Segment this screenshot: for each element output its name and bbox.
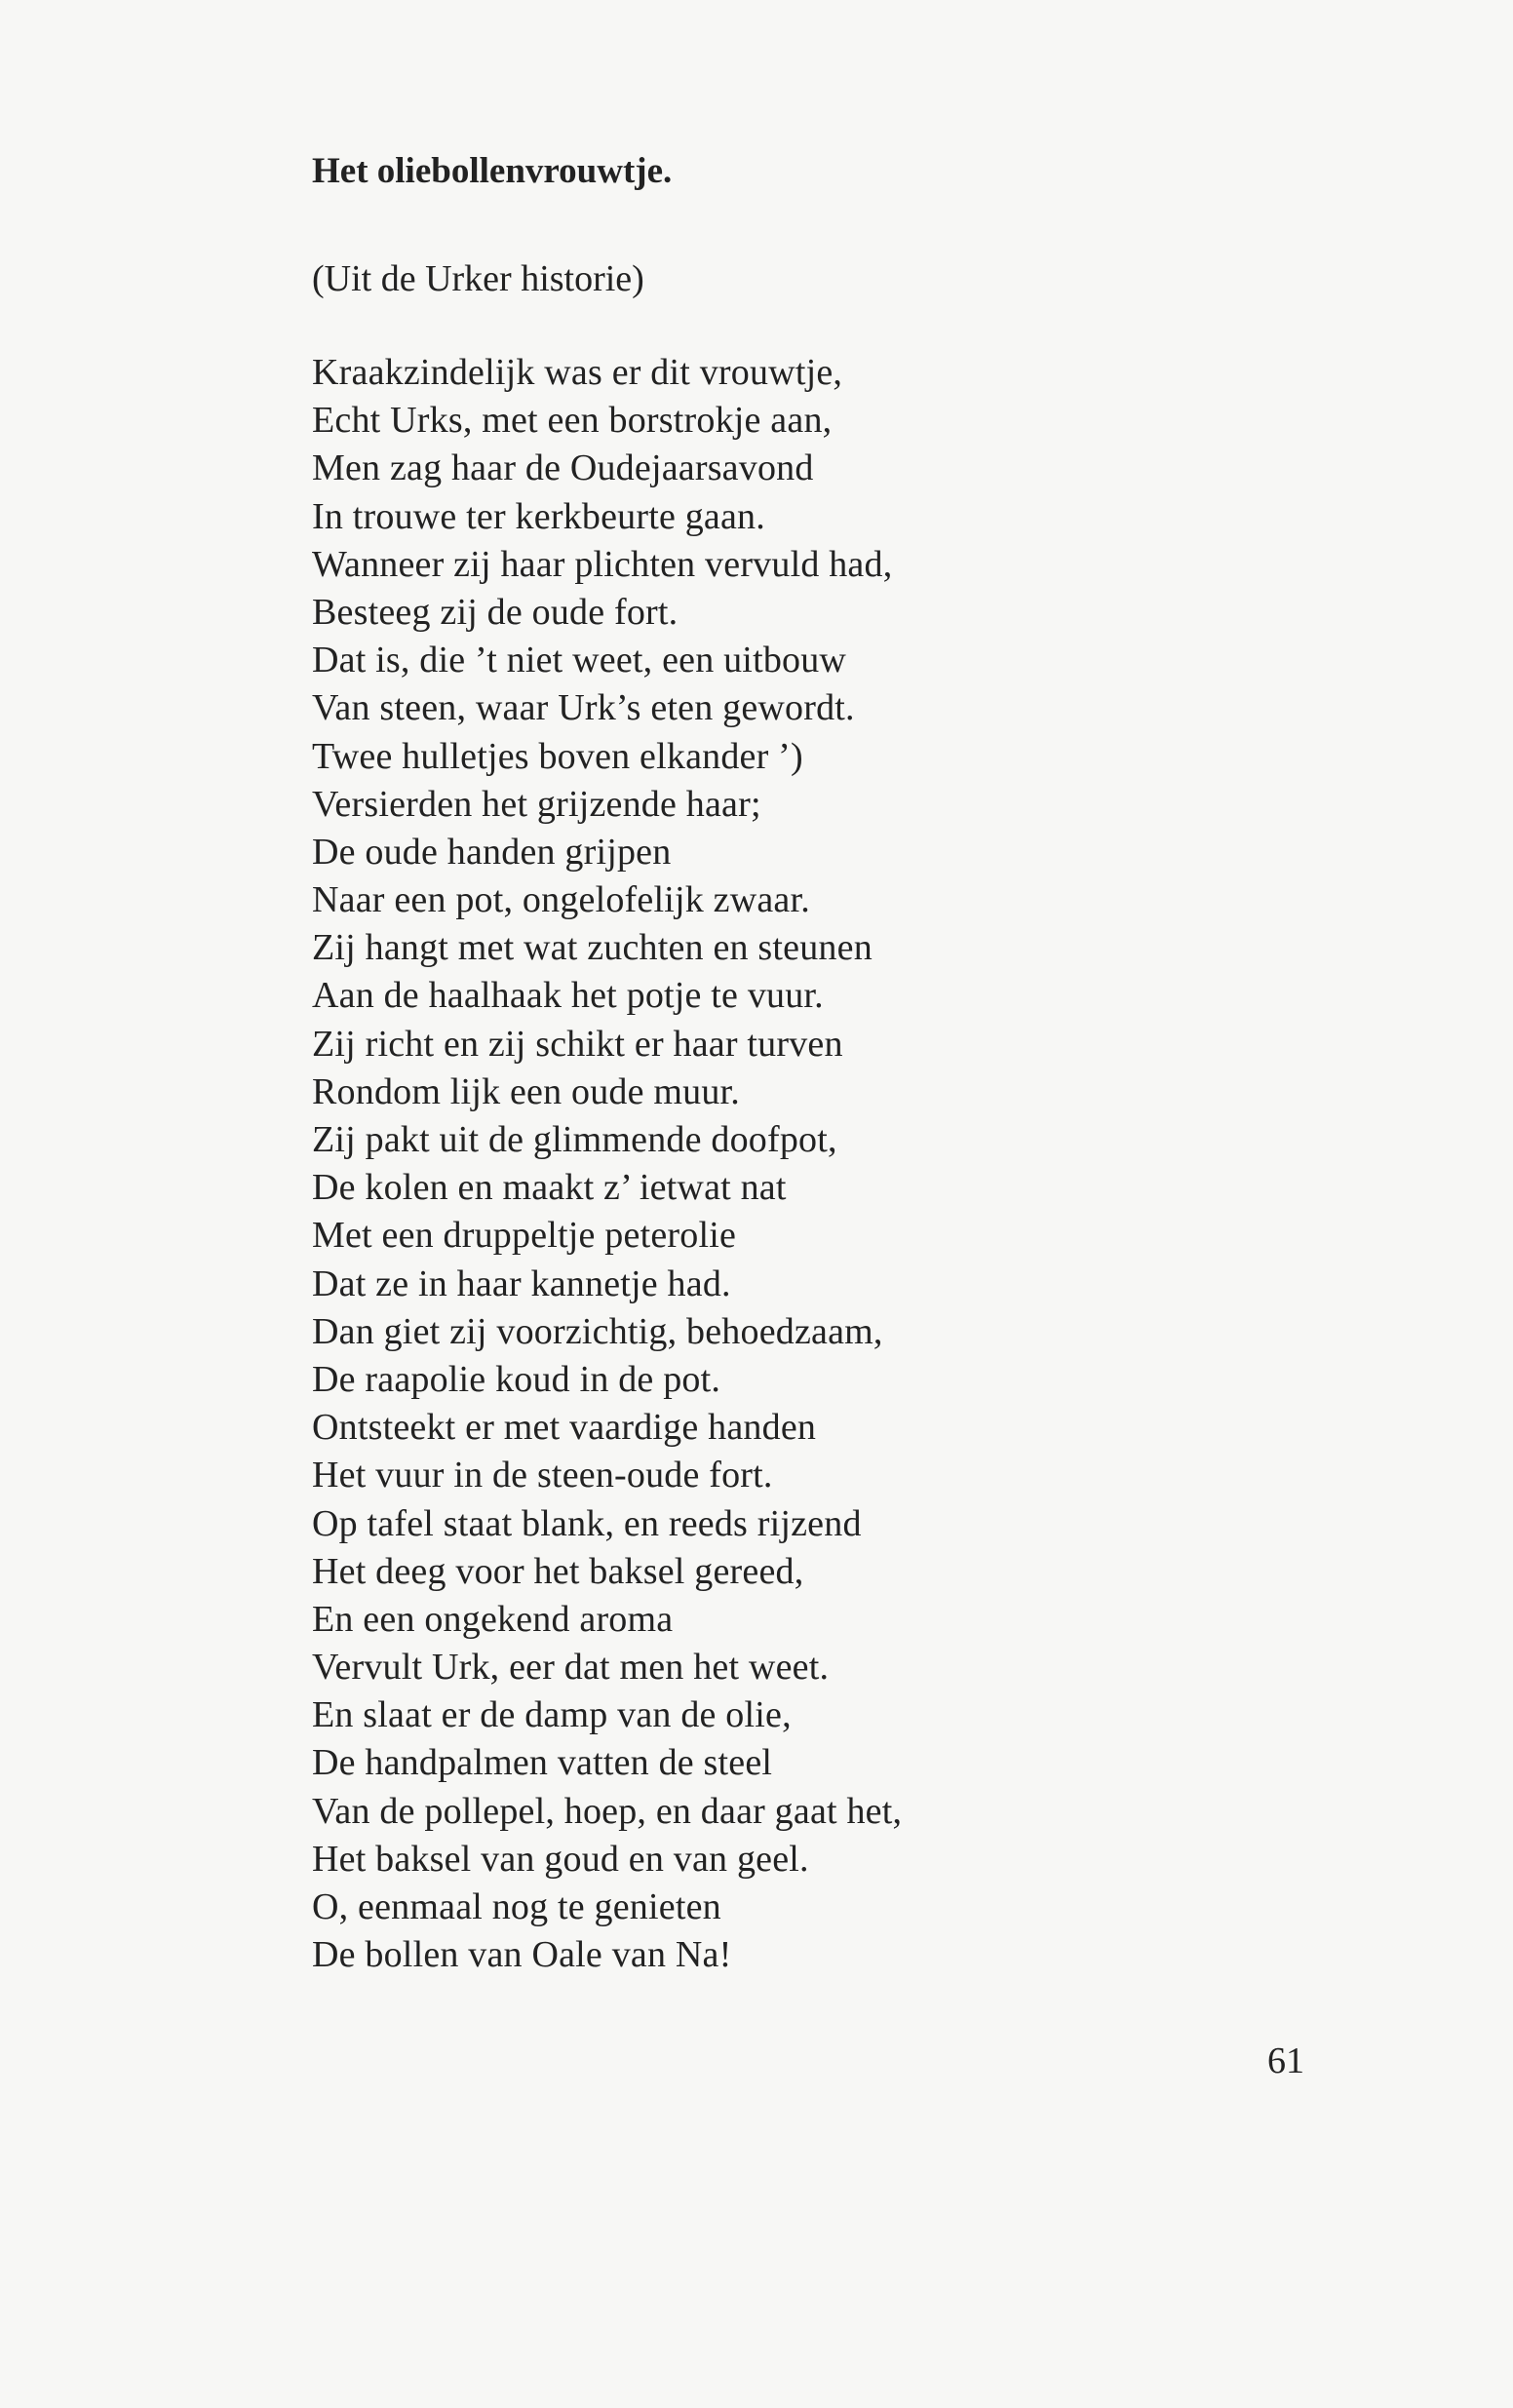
poem-line: Wanneer zij haar plichten vervuld had, bbox=[312, 543, 893, 585]
poem-line: En slaat er de damp van de olie, bbox=[312, 1694, 792, 1736]
poem-body bbox=[312, 349, 902, 1979]
poem-line: Dan giet zij voorzichtig, behoedzaam, bbox=[312, 1310, 883, 1352]
poem-line: In trouwe ter kerkbeurte gaan. bbox=[312, 495, 765, 537]
poem-line: Twee hulletjes boven elkander ’) bbox=[312, 735, 803, 777]
poem-line: O, eenmaal nog te genieten bbox=[312, 1886, 721, 1927]
poem-subtitle: (Uit de Urker historie) bbox=[312, 258, 644, 299]
poem-line: Aan de haalhaak het potje te vuur. bbox=[312, 975, 824, 1017]
poem-line: De bollen van Oale van Na! bbox=[312, 1934, 732, 1976]
poem-line: Echt Urks, met een borstrokje aan, bbox=[312, 400, 833, 442]
poem-line: Met een druppeltje peterolie bbox=[312, 1215, 737, 1257]
poem-line: Versierden het grijzende haar; bbox=[312, 783, 761, 825]
poem-line: Dat ze in haar kannetje had. bbox=[312, 1262, 731, 1304]
poem-line: Vervult Urk, eer dat men het weet. bbox=[312, 1647, 830, 1689]
poem-line: Besteeg zij de oude fort. bbox=[312, 591, 679, 633]
poem-line: De kolen en maakt z’ ietwat nat bbox=[312, 1167, 787, 1209]
poem-line: Van de pollepel, hoep, en daar gaat het, bbox=[312, 1790, 903, 1832]
poem-line: Zij pakt uit de glimmende doofpot, bbox=[312, 1119, 837, 1160]
page-number: 61 bbox=[1267, 2040, 1304, 2081]
poem-line: Men zag haar de Oudejaarsavond bbox=[312, 447, 814, 489]
poem-line: Het deeg voor het baksel gereed, bbox=[312, 1550, 804, 1592]
poem-line: Zij richt en zij schikt er haar turven bbox=[312, 1023, 843, 1065]
poem-line: Het vuur in de steen-oude fort. bbox=[312, 1455, 773, 1496]
poem-line: Zij hangt met wat zuchten en steunen bbox=[312, 927, 873, 969]
poem-title: Het oliebollenvrouwtje. bbox=[312, 151, 673, 191]
poem-line: Het baksel van goud en van geel. bbox=[312, 1838, 809, 1880]
poem-line: En een ongekend aroma bbox=[312, 1598, 674, 1640]
poem-line: Naar een pot, ongelofelijk zwaar. bbox=[312, 879, 810, 921]
poem-line: Van steen, waar Urk’s eten gewordt. bbox=[312, 687, 855, 729]
poem-line: Rondom lijk een oude muur. bbox=[312, 1070, 740, 1112]
poem-line: Dat is, die ’t niet weet, een uitbouw bbox=[312, 640, 847, 681]
poem-line: Ontsteekt er met vaardige handen bbox=[312, 1407, 817, 1449]
poem-line: Op tafel staat blank, en reeds rijzend bbox=[312, 1502, 862, 1544]
poem-line: De oude handen grijpen bbox=[312, 831, 672, 873]
poem-line: Kraakzindelijk was er dit vrouwtje, bbox=[312, 352, 843, 393]
poem-line: De raapolie koud in de pot. bbox=[312, 1358, 721, 1400]
poem-line: De handpalmen vatten de steel bbox=[312, 1742, 773, 1784]
